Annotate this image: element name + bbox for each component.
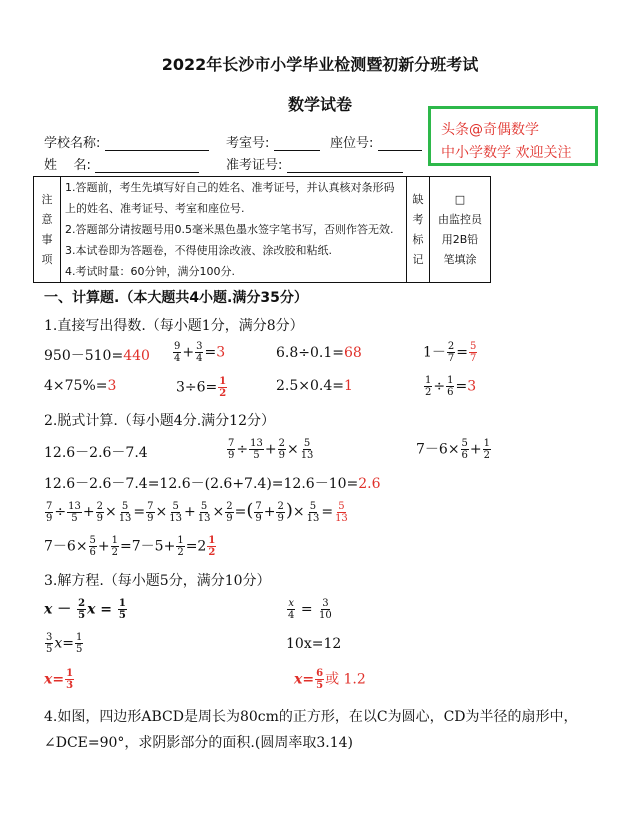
seat-blank[interactable] <box>378 137 422 151</box>
q2-problem-2: $\frac{7}{9}$ ÷ $\frac{13}{5}$ + $\frac{2}{9}$ × $\frac{5}{13}$ <box>228 438 314 461</box>
watermark-box <box>428 106 598 166</box>
notes-table <box>33 176 491 283</box>
absent-mark-box[interactable]: □ 由监控员 用2B铅 笔填涂 <box>430 177 491 283</box>
q4-line-1: 4.如图，四边形ABCD是周长为80cm的正方形，在以C为圆心，CD为半径的扇形中， <box>44 709 578 725</box>
q2-solution-3: 7－6× $\frac{5}{6}$ + $\frac{1}{2}$ =7－5+ $\frac{1}{2}$ =2 $\frac{1}{2}$ <box>44 535 216 558</box>
name-field <box>44 154 199 173</box>
ticket-field <box>226 154 403 173</box>
q1-item-3: 6.8÷0.1=68 <box>276 345 362 361</box>
exam-title: 2022年长沙市小学毕业检测暨初新分班考试 <box>161 55 479 74</box>
note-line: 1.答题前，考生先填写好自己的姓名、准考证号，并认真核对条形码 <box>65 181 395 194</box>
q2-problem-3: 7－6× $\frac{5}{6}$ + $\frac{1}{2}$ <box>416 438 491 461</box>
watermark-line1: 头条@奇偶数学 <box>441 122 539 138</box>
note-line: 4.考试时量：60分钟，满分100分. <box>65 265 235 278</box>
q1-item-6: 3÷6= $\frac{1}{2}$ <box>176 376 227 399</box>
q1-item-8: $\frac{1}{2}$ ÷ $\frac{1}{6}$ =3 <box>425 375 477 398</box>
school-blank[interactable] <box>105 137 209 151</box>
q1-item-1: 950－510=440 <box>44 348 150 364</box>
q1-item-2: $\frac{9}{4}$ + $\frac{3}{4}$ =3 <box>174 341 226 364</box>
q1-item-4: 1－ $\frac{2}{7}$ = $\frac{5}{7}$ <box>423 341 477 364</box>
seat-field <box>330 132 422 151</box>
absent-heading: 缺 考 标 记 <box>407 177 430 283</box>
q3-title: 3.解方程.（每小题5分，满分10分） <box>44 573 271 589</box>
q1-item-5: 4×75%=3 <box>44 378 117 394</box>
exam-subtitle: 数学试卷 <box>287 95 352 114</box>
name-label: 姓 名: <box>44 158 91 173</box>
school-label: 学校名称: <box>44 136 101 151</box>
q3-step-2: 10x=12 <box>286 636 342 652</box>
section1-heading: 一、计算题.（本大题共4小题.满分35分） <box>44 290 308 306</box>
ticket-blank[interactable] <box>287 159 403 173</box>
q3-answer-2: x= $\frac{6}{5}$ 或 1.2 <box>294 668 366 691</box>
q2-title: 2.脱式计算.（每小题4分.满分12分） <box>44 413 275 429</box>
q3-equation-1: x － $\frac{2}{5}$ x = $\frac{1}{5}$ <box>44 598 126 621</box>
q3-equation-2: $\frac{x}{4}$ = $\frac{3}{10}$ <box>288 598 332 621</box>
room-blank[interactable] <box>274 137 320 151</box>
q3-step-1: $\frac{3}{5}$ x= $\frac{1}{5}$ <box>46 632 83 655</box>
name-blank[interactable] <box>95 159 199 173</box>
ticket-label: 准考证号: <box>226 158 283 173</box>
room-label: 考室号: <box>226 136 270 151</box>
note-line: 2.答题部分请按题号用0.5毫米黑色墨水签字笔书写，否则作答无效. <box>65 223 394 236</box>
absent-checkbox[interactable]: □ <box>454 192 466 206</box>
q3-answer-1: x= $\frac{1}{3}$ <box>44 668 74 691</box>
note-line: 3.本试卷即为答题卷，不得使用涂改液、涂改胶和粘纸. <box>65 244 332 257</box>
q4-line-2: ∠DCE=90°，求阴影部分的面积.(圆周率取3.14) <box>44 735 353 751</box>
seat-label: 座位号: <box>330 136 374 151</box>
q1-title: 1.直接写出得数.（每小题1分，满分8分） <box>44 318 304 334</box>
room-field <box>226 132 320 151</box>
notes-content <box>61 177 407 283</box>
notes-heading: 注 意 事 项 <box>34 177 61 283</box>
q2-solution-1: 12.6－2.6－7.4=12.6－(2.6+7.4)=12.6－10=2.6 <box>44 476 381 492</box>
q2-solution-2: $\frac{7}{9}$ ÷ $\frac{13}{5}$ + $\frac{2}{9}$ × $\frac{5}{13}$ = $\frac{7}{9}$ × $\frac{5}{13}$ + $\frac{5}{13}$ × $\frac{2}{9}$ =( $\frac{7}{9}$ + $\frac{2}{9}$ )× $\frac{5}{13}$ = $\frac{5}{13}$ <box>46 500 348 524</box>
q2-problem-1: 12.6－2.6－7.4 <box>44 445 148 461</box>
school-field <box>44 132 209 151</box>
note-line: 上的姓名、准考证号、考室和座位号. <box>65 202 245 215</box>
q1-item-7: 2.5×0.4=1 <box>276 378 353 394</box>
watermark-line2: 中小学数学 欢迎关注 <box>441 145 572 161</box>
